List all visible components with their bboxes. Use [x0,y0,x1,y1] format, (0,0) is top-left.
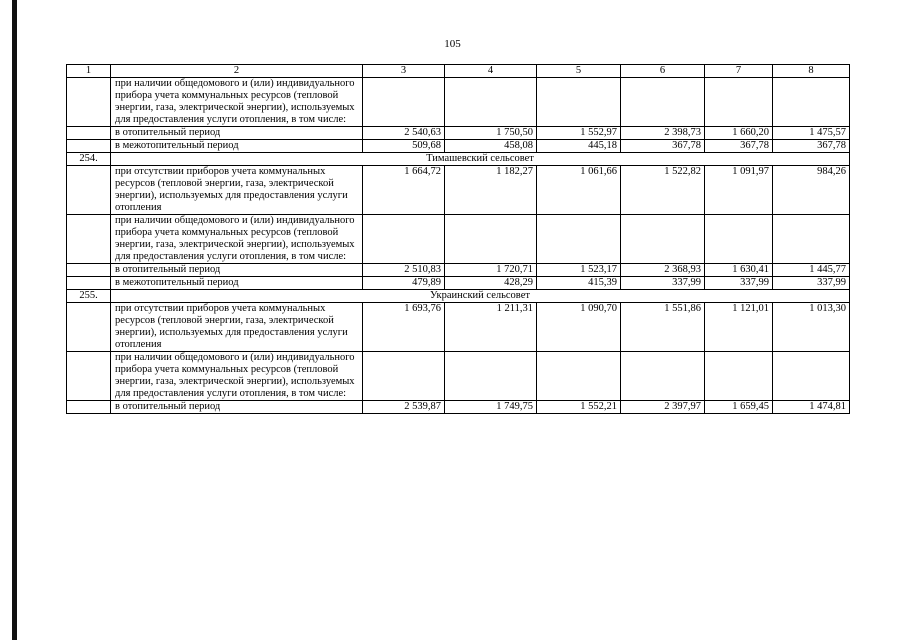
header-row [67,65,850,78]
value-cell: 1 660,20 [705,127,773,140]
table-row [67,127,850,140]
row-label: в отопительный период [111,264,363,277]
page-number: 105 [444,38,461,50]
tariff-table [66,64,850,414]
value-cell: 415,39 [537,277,621,290]
value-cell: 1 693,76 [363,303,445,352]
value-cell: 458,08 [445,140,537,153]
value-cell: 2 397,97 [621,401,705,414]
section-title: Тимашевский сельсовет [111,153,850,166]
section-title: Украинский сельсовет [111,290,850,303]
value-cell: 1 552,21 [537,401,621,414]
row-label: в отопительный период [111,127,363,140]
section-number: 254. [67,153,111,166]
row-label: в межотопительный период [111,140,363,153]
value-cell: 1 551,86 [621,303,705,352]
value-cell: 1 061,66 [537,166,621,215]
value-cell: 337,99 [773,277,850,290]
value-cell [621,215,705,264]
value-cell: 1 211,31 [445,303,537,352]
value-cell: 1 091,97 [705,166,773,215]
table-row [67,78,850,127]
value-cell: 1 522,82 [621,166,705,215]
value-cell [445,215,537,264]
row-label: в межотопительный период [111,277,363,290]
value-cell: 1 474,81 [773,401,850,414]
column-header: 5 [537,65,621,78]
value-cell [705,78,773,127]
value-cell [773,215,850,264]
value-cell [445,78,537,127]
value-cell: 509,68 [363,140,445,153]
column-header: 7 [705,65,773,78]
value-cell: 337,99 [705,277,773,290]
value-cell [773,352,850,401]
row-number-cell [67,277,111,290]
table-row [67,166,850,215]
value-cell [363,215,445,264]
table-row [67,215,850,264]
value-cell: 1 475,57 [773,127,850,140]
value-cell [773,78,850,127]
row-number-cell [67,303,111,352]
row-number-cell [67,215,111,264]
value-cell: 1 523,17 [537,264,621,277]
scan-edge-bar [12,0,17,640]
value-cell: 2 510,83 [363,264,445,277]
row-number-cell [67,352,111,401]
value-cell: 479,89 [363,277,445,290]
value-cell: 367,78 [621,140,705,153]
value-cell [537,215,621,264]
value-cell: 367,78 [705,140,773,153]
table-row [67,303,850,352]
column-header: 3 [363,65,445,78]
row-label: при отсутствии приборов учета коммунальных ресурсов (тепловой энергии, газа, электрической энергии), используемых для предоставления услуги отопления [111,166,363,215]
row-label: в отопительный период [111,401,363,414]
value-cell: 984,26 [773,166,850,215]
value-cell: 1 013,30 [773,303,850,352]
value-cell: 1 749,75 [445,401,537,414]
value-cell: 1 121,01 [705,303,773,352]
table-body [67,65,850,414]
column-header: 2 [111,65,363,78]
value-cell: 1 664,72 [363,166,445,215]
value-cell: 1 445,77 [773,264,850,277]
value-cell: 2 539,87 [363,401,445,414]
value-cell: 2 368,93 [621,264,705,277]
value-cell: 1 090,70 [537,303,621,352]
value-cell [705,215,773,264]
table-row [67,352,850,401]
table-row [67,264,850,277]
value-cell: 428,29 [445,277,537,290]
row-label: при наличии общедомового и (или) индивидуального прибора учета коммунальных ресурсов (тепловой энергии, газа, электрической энергии), используемых для предоставления услуги отопления, в том числе: [111,352,363,401]
value-cell: 1 630,41 [705,264,773,277]
section-row [67,290,850,303]
row-number-cell [67,166,111,215]
row-number-cell [67,264,111,277]
table-row [67,401,850,414]
section-row [67,153,850,166]
row-number-cell [67,140,111,153]
table-row [67,140,850,153]
value-cell: 367,78 [773,140,850,153]
value-cell: 2 398,73 [621,127,705,140]
column-header: 4 [445,65,537,78]
value-cell: 337,99 [621,277,705,290]
column-header: 8 [773,65,850,78]
value-cell: 1 552,97 [537,127,621,140]
value-cell [537,78,621,127]
value-cell: 1 659,45 [705,401,773,414]
value-cell: 1 720,71 [445,264,537,277]
value-cell: 2 540,63 [363,127,445,140]
value-cell [621,78,705,127]
column-header: 1 [67,65,111,78]
value-cell: 1 182,27 [445,166,537,215]
value-cell [363,78,445,127]
value-cell: 445,18 [537,140,621,153]
value-cell [445,352,537,401]
row-label: при наличии общедомового и (или) индивидуального прибора учета коммунальных ресурсов (тепловой энергии, газа, электрической энергии), используемых для предоставления услуги отопления, в том числе: [111,215,363,264]
row-number-cell [67,78,111,127]
value-cell [537,352,621,401]
row-number-cell [67,127,111,140]
value-cell [363,352,445,401]
value-cell [621,352,705,401]
table-row [67,277,850,290]
row-label: при отсутствии приборов учета коммунальных ресурсов (тепловой энергии, газа, электрической энергии), используемых для предоставления услуги отопления [111,303,363,352]
value-cell [705,352,773,401]
value-cell: 1 750,50 [445,127,537,140]
row-label: при наличии общедомового и (или) индивидуального прибора учета коммунальных ресурсов (тепловой энергии, газа, электрической энергии), используемых для предоставления услуги отопления, в том числе: [111,78,363,127]
row-number-cell [67,401,111,414]
column-header: 6 [621,65,705,78]
section-number: 255. [67,290,111,303]
